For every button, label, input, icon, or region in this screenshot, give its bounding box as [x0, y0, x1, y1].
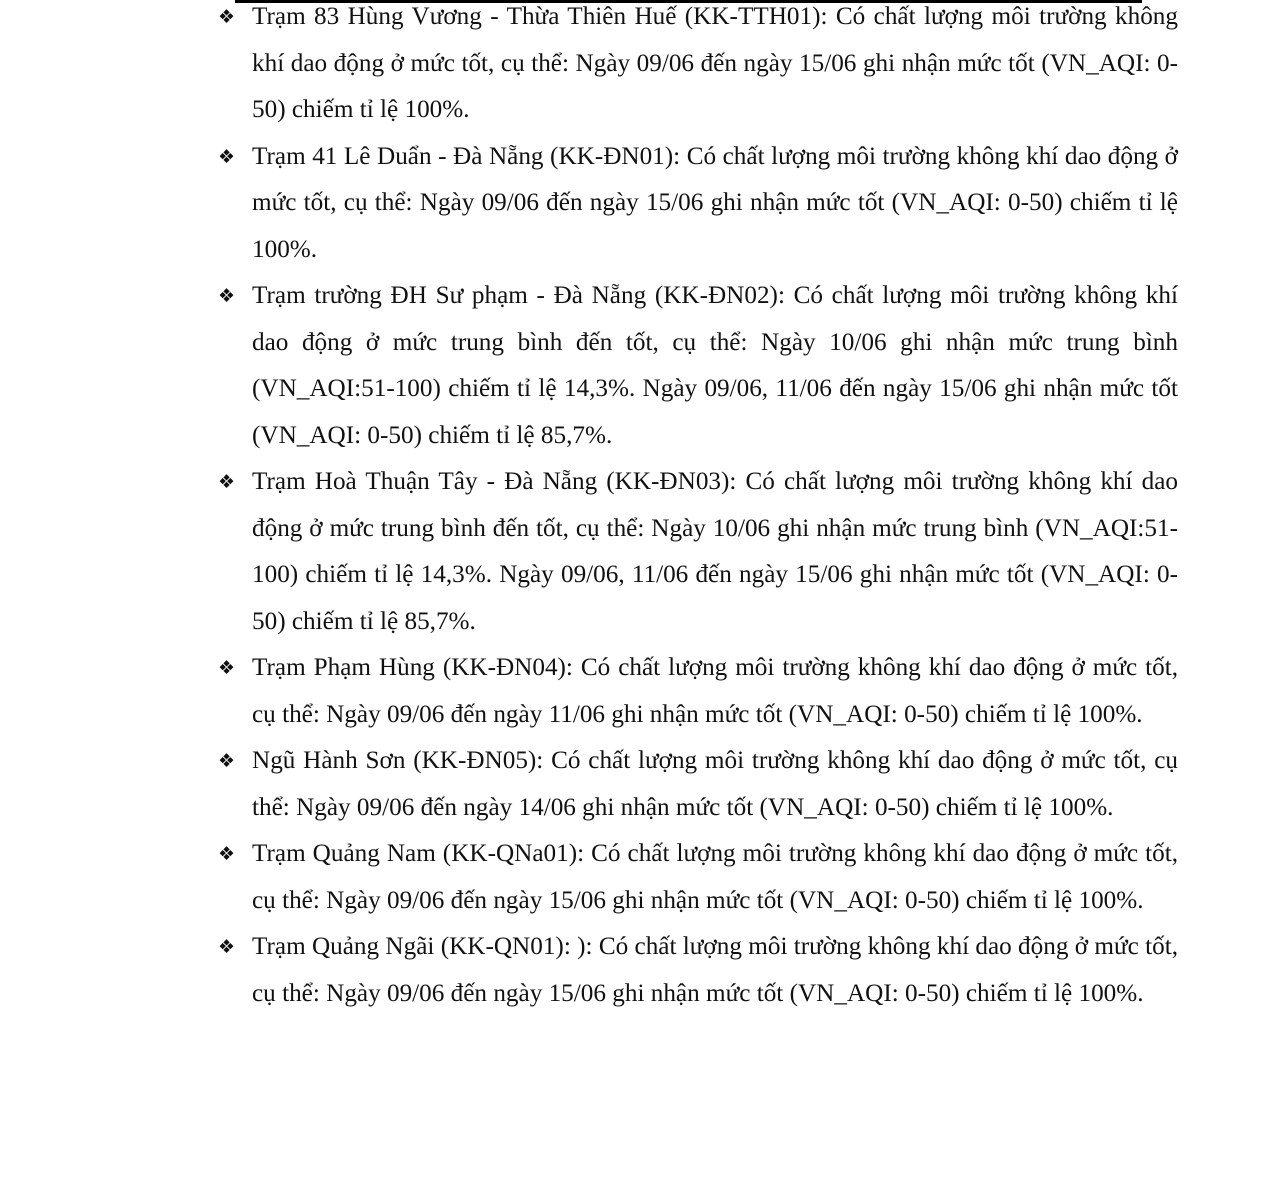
- list-item: [218, 0, 1178, 134]
- list-item: [218, 831, 1178, 924]
- list-item-text: Trạm 83 Hùng Vương - Thừa Thiên Huế (KK-TTH01): Có chất lượng môi trường không khí dao động ở mức tốt, cụ thể: Ngày 09/06 đến ngày 15/06 ghi nhận mức tốt (VN_AQI: 0-50) chiếm tỉ lệ 100%.: [252, 3, 1178, 123]
- four-diamond-bullet-icon: ❖: [218, 936, 236, 958]
- list-item: [218, 924, 1178, 1017]
- list-item: [218, 134, 1178, 274]
- four-diamond-bullet-icon: ❖: [218, 657, 236, 679]
- list-item-text: Ngũ Hành Sơn (KK-ĐN05): Có chất lượng môi trường không khí dao động ở mức tốt, cụ thể: Ngày 09/06 đến ngày 14/06 ghi nhận mức tốt (VN_AQI: 0-50) chiếm tỉ lệ 100%.: [252, 747, 1178, 821]
- list-item-text: Trạm 41 Lê Duẩn - Đà Nẵng (KK-ĐN01): Có chất lượng môi trường không khí dao động ở mức tốt, cụ thể: Ngày 09/06 đến ngày 15/06 ghi nhận mức tốt (VN_AQI: 0-50) chiếm tỉ lệ 100%.: [252, 142, 1178, 263]
- four-diamond-bullet-icon: ❖: [218, 843, 236, 865]
- list-item-text: Trạm Hoà Thuận Tây - Đà Nẵng (KK-ĐN03): Có chất lượng môi trường không khí dao động ở mức trung bình đến tốt, cụ thể: Ngày 10/06 ghi nhận mức trung bình (VN_AQI:51-100) chiếm tỉ lệ 14,3%. Ngày 09/06, 11/06 đến ngày 15/06 ghi nhận mức tốt (VN_AQI: 0-50) chiếm tỉ lệ 85,7%.: [252, 468, 1178, 635]
- four-diamond-bullet-icon: ❖: [218, 471, 236, 493]
- list-item: [218, 738, 1178, 831]
- four-diamond-bullet-icon: ❖: [218, 6, 236, 28]
- station-report-list: [218, 0, 1178, 1017]
- list-item: [218, 459, 1178, 645]
- four-diamond-bullet-icon: ❖: [218, 750, 236, 772]
- list-item: [218, 645, 1178, 738]
- list-item-text: Trạm Phạm Hùng (KK-ĐN04): Có chất lượng môi trường không khí dao động ở mức tốt, cụ thể: Ngày 09/06 đến ngày 11/06 ghi nhận mức tốt (VN_AQI: 0-50) chiếm tỉ lệ 100%.: [252, 654, 1178, 728]
- four-diamond-bullet-icon: ❖: [218, 145, 236, 168]
- list-item-text: Trạm Quảng Nam (KK-QNa01): Có chất lượng môi trường không khí dao động ở mức tốt, cụ thể: Ngày 09/06 đến ngày 15/06 ghi nhận mức tốt (VN_AQI: 0-50) chiếm tỉ lệ 100%.: [252, 840, 1178, 914]
- list-item-text: Trạm trường ĐH Sư phạm - Đà Nẵng (KK-ĐN02): Có chất lượng môi trường không khí dao động ở mức trung bình đến tốt, cụ thể: Ngày 10/06 ghi nhận mức trung bình (VN_AQI:51-100) chiếm tỉ lệ 14,3%. Ngày 09/06, 11/06 đến ngày 15/06 ghi nhận mức tốt (VN_AQI: 0-50) chiếm tỉ lệ 85,7%.: [252, 282, 1178, 449]
- list-item-text: Trạm Quảng Ngãi (KK-QN01): ): Có chất lượng môi trường không khí dao động ở mức tốt, cụ thể: Ngày 09/06 đến ngày 15/06 ghi nhận mức tốt (VN_AQI: 0-50) chiếm tỉ lệ 100%.: [252, 933, 1178, 1007]
- list-item: [218, 273, 1178, 459]
- four-diamond-bullet-icon: ❖: [218, 285, 236, 307]
